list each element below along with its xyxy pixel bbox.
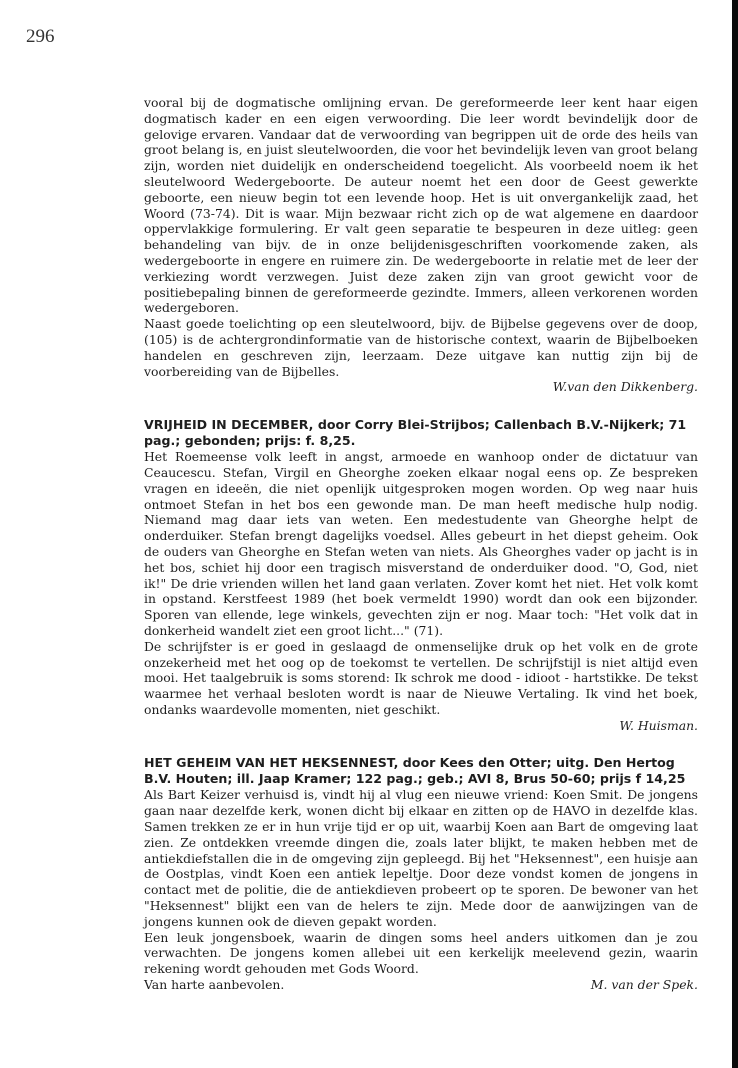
page-content: [144, 95, 698, 993]
review-3-heading: HET GEHEIM VAN HET HEKSENNEST, door Kees den Otter; uitg. Den Hertog B.V. Houten; ill. Jaap Kramer; 122 pag.; geb.; AVI 8, Brus 50-60; prijs f 14,25: [144, 755, 686, 787]
review-3-closing: Van harte aanbevolen.: [144, 977, 285, 993]
page-number: 296: [26, 26, 55, 47]
review-3-paragraph-1: Als Bart Keizer verhuisd is, vindt hij al vlug een nieuwe vriend: Koen Smit. De jongens gaan naar dezelfde kerk, wonen dicht bij elkaar en zitten op de HAVO in dezelfde klas. Samen trekken ze er in hun vrije tijd er op uit, waarbij Koen aan Bart de omgeving laat zien. Ze ontdekken vreemde dingen die, zoals later blijkt, te maken hebben met de antiekdiefstallen die in de omgeving zijn gepleegd. Bij het "Heksennest", een huisje aan de Oostplas, vindt Koen een antiek lepeltje. Door deze vondst komen de jongens in contact met de politie, die de antiekdieven probeert op te sporen. De bewoner van het "Heksennest" blijkt een van de helers te zijn. Mede door de aanwijzingen van de jongens kunnen ook de dieven gepakt worden.: [144, 787, 698, 929]
review-2-heading: VRIJHEID IN DECEMBER, door Corry Blei-Strijbos; Callenbach B.V.-Nijkerk; 71 pag.; gebonden; prijs: f. 8,25.: [144, 417, 687, 449]
review-2-signature: W. Huisman.: [619, 717, 698, 733]
review-1-paragraph-2: Naast goede toelichting op een sleutelwoord, bijv. de Bijbelse gegevens over de doop, (105) is de achtergrondinformatie van de historische context, waarin de Bijbelboeken handelen en geschreven zijn, leerzaam. Deze uitgave kan nuttig zijn bij de voorbereiding van de Bijbelles.: [144, 316, 698, 379]
review-1-paragraph-1: vooral bij de dogmatische omlijning ervan. De gereformeerde leer kent haar eigen dogmatisch kader en een eigen verwoording. Die leer wordt bevindelijk door de gelovige ervaren. Vandaar dat de verwoording van begrippen uit de orde des heils van groot belang is, en juist sleutelwoorden, die voor het bevindelijk leven van groot belang zijn, worden niet duidelijk en onderscheidend toegelicht. Als voorbeeld noem ik het sleutelwoord Wedergeboorte. De auteur noemt het een door de Geest gewerkte geboorte, een nieuw begin tot een levende hoop. Het is uit onvergankelijk zaad, het Woord (73-74). Dit is waar. Mijn bezwaar richt zich op de wat algemene en daardoor oppervlakkige formulering. Er valt geen separatie te bespeuren in deze uitleg: geen behandeling van bijv. de in onze belijdenisgeschriften voorkomende zaken, als wedergeboorte in engere en ruimere zin. De wedergeboorte in relatie met de leer der verkiezing wordt verzwegen. Juist deze zaken zijn van groot gewicht voor de positiebepaling binnen de gereformeerde gezindte. Immers, alleen verkorenen worden wedergeboren.: [144, 95, 698, 316]
review-2-paragraph-2: De schrijfster is er goed in geslaagd de onmenselijke druk op het volk en de grote onzekerheid met het oog op de toekomst te vertellen. De schrijfstijl is niet altijd even mooi. Het taalgebruik is soms storend: Ik schrok me dood - idioot - hartstikke. De tekst waarmee het verhaal besloten wordt is naar de Nieuwe Vertaling. Ik vind het boek, ondanks waardevolle momenten, niet geschikt.: [144, 638, 698, 717]
review-3-paragraph-2: Een leuk jongensboek, waarin de dingen soms heel anders uitkomen dan je zou verwachten. De jongens komen allebei uit een kerkelijk meelevend gezin, waarin rekening wordt gehouden met Gods Woord.: [144, 929, 698, 977]
review-2-paragraph-1: Het Roemeense volk leeft in angst, armoede en wanhoop onder de dictatuur van Ceaucescu. Stefan, Virgil en Gheorghe zoeken elkaar nogal eens op. Ze bespreken vragen en ideeën, die niet openlijk uitgesproken mogen worden. Op weg naar huis ontmoet Stefan in het bos een gewonde man. De man heeft medische hulp nodig. Niemand mag daar iets van weten. Een medestudente van Gheorghe helpt de onderduiker. Stefan brengt dagelijks voedsel. Alles gebeurt in het diepst geheim. Ook de ouders van Gheorghe en Stefan weten van niets. Als Gheorghes vader op jacht is in het bos, schiet hij door een tragisch misverstand de onderduiker dood. "O, God, niet ik!" De drie vrienden willen het land gaan verlaten. Zover komt het niet. Het volk komt in opstand. Kerstfeest 1989 (het boek vermeldt 1990) wordt dan ook een bijzonder. Sporen van ellende, lege winkels, gevechten zijn er nog. Maar toch: "Het volk dat in donkerheid wandelt ziet een groot licht..." (71).: [144, 449, 698, 638]
review-3-closing-line: [144, 977, 698, 993]
review-3-signature: M. van der Spek.: [590, 977, 698, 993]
review-1-signature: W.van den Dikkenberg.: [552, 379, 698, 395]
scan-edge: [732, 0, 738, 1068]
